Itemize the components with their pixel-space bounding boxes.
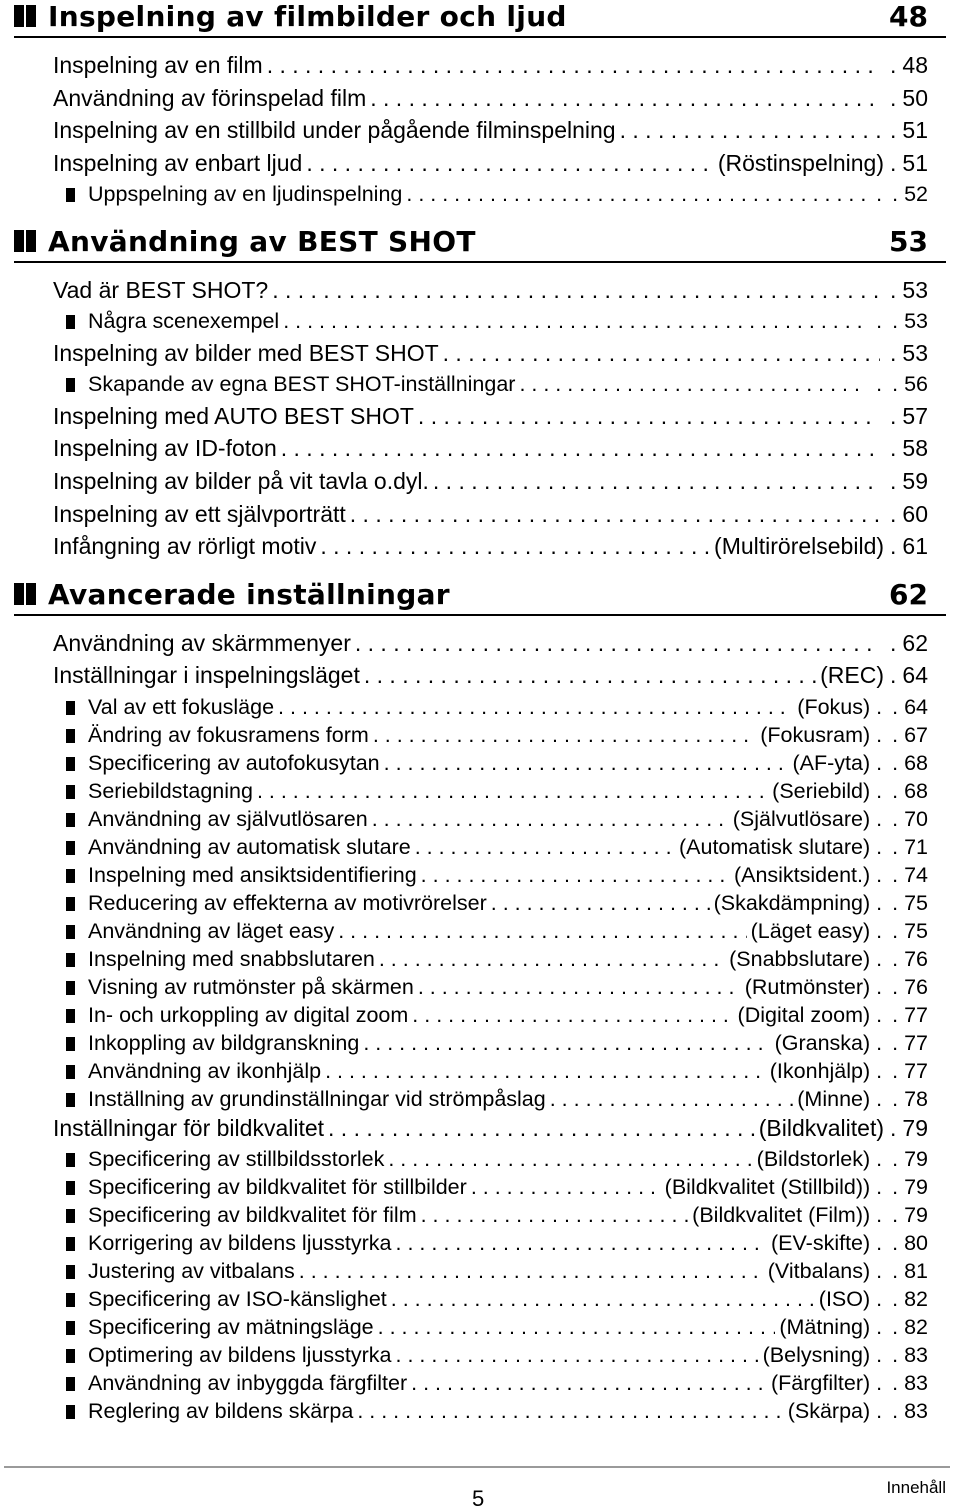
square-bullet-icon [66, 897, 75, 911]
toc-entry-alt-name: (Fokusram) [760, 722, 871, 747]
page-number: 5 [472, 1486, 485, 1511]
page-separator: . [890, 1114, 899, 1141]
toc-entry[interactable] [66, 1399, 928, 1427]
toc-entry-title: Inspelning med AUTO BEST SHOT [53, 402, 414, 429]
toc-entry-list [0, 38, 960, 225]
square-bullet-icon [66, 315, 75, 329]
dot-leader [363, 1031, 770, 1056]
toc-entry[interactable] [66, 1175, 928, 1203]
toc-entry-alt-name: (Fokus) [797, 694, 871, 719]
page-separator: . . [876, 1147, 901, 1172]
dot-leader [418, 403, 880, 430]
toc-entry-alt-name: (Skakdämpning) [713, 890, 871, 915]
dot-leader [519, 372, 866, 397]
dot-leader [370, 85, 880, 112]
square-bullet-icon [66, 188, 75, 202]
section-page: 48 [889, 0, 928, 33]
page-separator: . . [876, 862, 901, 887]
toc-entry-alt-name: (Vitbalans) [767, 1259, 871, 1284]
toc-entry-title: Specificering av autofokusytan [88, 750, 380, 775]
toc-entry-page: 57 [902, 402, 928, 429]
page-separator: . . [876, 1175, 901, 1200]
toc-entry-title: Användning av automatisk slutare [88, 834, 411, 859]
page-separator: . . [876, 372, 901, 397]
toc-entry[interactable] [66, 975, 928, 1003]
toc-entry[interactable] [66, 182, 928, 212]
toc-entry-page: 62 [902, 629, 928, 656]
section-page: 53 [889, 224, 928, 258]
section-marker-icon [14, 230, 36, 252]
dot-leader [443, 340, 880, 367]
page-separator: . [890, 339, 899, 366]
dot-leader [328, 1115, 755, 1142]
toc-entry-page: 75 [904, 890, 928, 915]
section-heading[interactable] [14, 578, 946, 616]
toc-entry-title: Inspelning av en film [53, 52, 263, 78]
toc-entry-title: Användning av ikonhjälp [88, 1058, 322, 1083]
section-heading[interactable] [14, 0, 946, 38]
dot-leader [257, 779, 768, 804]
square-bullet-icon [66, 729, 75, 743]
toc-entry-alt-name: (Snabbslutare) [729, 946, 871, 971]
toc-entry-page: 53 [902, 339, 928, 366]
toc-entry-page: 76 [904, 946, 928, 971]
toc-entry-page: 83 [904, 1343, 928, 1368]
square-bullet-icon [66, 925, 75, 939]
dot-leader [391, 1287, 815, 1312]
toc-entry-alt-name: (REC) [820, 662, 885, 689]
toc-entry-title: Användning av inbyggda färgfilter [88, 1371, 408, 1396]
dot-leader [278, 695, 793, 720]
toc-entry[interactable] [66, 919, 928, 947]
toc-entry-alt-name: (Bildstorlek) [756, 1147, 871, 1172]
dot-leader [418, 975, 741, 1000]
toc-entry[interactable] [66, 695, 928, 723]
page-separator: . . [876, 722, 901, 747]
toc-entry[interactable] [66, 1343, 928, 1371]
toc-entry-title: Några scenexempel [88, 309, 280, 334]
toc-entry-alt-name: (AF-yta) [792, 750, 871, 775]
toc-entry-alt-name: (Bildkvalitet) [758, 1114, 885, 1141]
toc-entry-alt-name: (Ikonhjälp) [769, 1058, 871, 1083]
toc-entry[interactable] [53, 533, 928, 566]
page-separator: . . [876, 974, 901, 999]
page-separator: . . [876, 1231, 901, 1256]
toc-entry-title: Inställning av grundinställningar vid strömpåslag [88, 1086, 546, 1111]
toc-entry-alt-name: (Seriebild) [772, 778, 871, 803]
toc-entry-page: 74 [904, 862, 928, 887]
dot-leader [350, 501, 880, 528]
toc-section [0, 225, 960, 578]
page-separator: . [890, 117, 899, 144]
dot-leader [373, 723, 756, 748]
square-bullet-icon [66, 378, 75, 392]
toc-entry-title: Specificering av ISO-känslighet [88, 1287, 387, 1312]
toc-entry-title: Användning av självutlösaren [88, 806, 368, 831]
toc-entry[interactable] [53, 501, 928, 534]
toc-entry-page: 79 [904, 1147, 928, 1172]
toc-entry-page: 79 [904, 1203, 928, 1228]
toc-entry-title: Inställningar för bildkvalitet [53, 1114, 325, 1141]
dot-leader [388, 1147, 752, 1172]
page-separator: . . [876, 182, 901, 207]
toc-entry[interactable] [66, 1231, 928, 1259]
toc-entry-page: 51 [902, 149, 928, 176]
page-separator: . . [876, 1287, 901, 1312]
page-separator: . . [876, 946, 901, 971]
dot-leader [267, 52, 880, 79]
toc-entry-title: Specificering av stillbildsstorlek [88, 1147, 385, 1172]
toc-entry-page: 58 [902, 435, 928, 462]
dot-leader [491, 891, 710, 916]
toc-entry-page: 79 [904, 1175, 928, 1200]
dot-leader [620, 117, 880, 144]
dot-leader [299, 1259, 764, 1284]
square-bullet-icon [66, 953, 75, 967]
toc-entry-page: 53 [902, 276, 928, 303]
toc-entry[interactable] [53, 150, 928, 183]
toc-entry-page: 76 [904, 974, 928, 999]
toc-entry-page: 56 [904, 372, 928, 397]
dot-leader [378, 1315, 776, 1340]
dot-leader [415, 835, 675, 860]
toc-entry-page: 52 [904, 182, 928, 207]
toc-entry-page: 53 [904, 309, 928, 334]
toc-entry-title: Skapande av egna BEST SHOT-inställningar [88, 372, 516, 397]
toc-entry[interactable] [53, 340, 928, 373]
dot-leader [357, 1399, 783, 1424]
toc-entry[interactable] [66, 751, 928, 779]
section-marker-icon [14, 5, 36, 27]
square-bullet-icon [66, 1349, 75, 1363]
toc-entry-page: 78 [904, 1086, 928, 1111]
toc-entry[interactable] [66, 1147, 928, 1175]
toc-entry-title: Specificering av bildkvalitet för film [88, 1203, 417, 1228]
toc-entry-title: Justering av vitbalans [88, 1259, 295, 1284]
toc-entry-title: Användning av skärmmenyer [53, 629, 351, 656]
square-bullet-icon [66, 1293, 75, 1307]
toc-entry-title: Inspelning av bilder med BEST SHOT [53, 339, 439, 366]
toc-entry-title: Reducering av effekterna av motivrörelser [88, 890, 487, 915]
toc-entry-alt-name: (Bildkvalitet (Stillbild)) [664, 1175, 871, 1200]
toc-entry-title: Vad är BEST SHOT? [53, 276, 269, 303]
square-bullet-icon [66, 1065, 75, 1079]
page-separator: . [890, 276, 899, 303]
page-separator: . . [876, 1315, 901, 1340]
toc-entry[interactable] [53, 662, 928, 695]
toc-entry-alt-name: (Multirörelsebild) [714, 533, 885, 560]
page-separator: . [890, 435, 899, 462]
toc-entry[interactable] [66, 1087, 928, 1115]
dot-leader [355, 630, 880, 657]
page-separator: . [890, 500, 899, 527]
toc-entry-page: 83 [904, 1399, 928, 1424]
toc-entry-list [0, 616, 960, 1440]
toc-entry-alt-name: (Granska) [774, 1030, 871, 1055]
page-separator: . [890, 533, 899, 560]
toc-entry[interactable] [53, 85, 928, 118]
page-separator: . [890, 52, 899, 78]
page-separator: . [890, 662, 899, 689]
page-separator: . [890, 467, 899, 494]
page-separator: . . [876, 694, 901, 719]
toc-section [0, 578, 960, 1440]
dot-leader [411, 1371, 767, 1396]
square-bullet-icon [66, 841, 75, 855]
toc-entry-alt-name: (Självutlösare) [732, 806, 871, 831]
toc-entry-page: 75 [904, 918, 928, 943]
toc-entry-alt-name: (Rutmönster) [744, 974, 871, 999]
dot-leader [281, 435, 880, 462]
toc-entry-title: Inspelning av en stillbild under pågående filminspelning [53, 117, 616, 144]
dot-leader [396, 1231, 767, 1256]
toc-entry-title: Specificering av mätningsläge [88, 1315, 374, 1340]
toc-entry-alt-name: (Skärpa) [787, 1399, 871, 1424]
dot-leader [320, 533, 710, 560]
page-separator: . . [876, 1058, 901, 1083]
toc-entry-page: 50 [902, 84, 928, 111]
dot-leader [325, 1059, 766, 1084]
toc-entry[interactable] [66, 947, 928, 975]
square-bullet-icon [66, 785, 75, 799]
dot-leader [406, 182, 866, 207]
toc-entry-page: 71 [904, 834, 928, 859]
toc-entry-page: 59 [902, 467, 928, 494]
page-separator: . . [876, 1259, 901, 1284]
square-bullet-icon [66, 1377, 75, 1391]
square-bullet-icon [66, 1093, 75, 1107]
toc-entry-alt-name: (EV-skifte) [771, 1231, 871, 1256]
toc-entry[interactable] [66, 1259, 928, 1287]
toc-entry-page: 82 [904, 1315, 928, 1340]
page-separator: . [890, 84, 899, 111]
section-marker-icon [14, 583, 36, 605]
square-bullet-icon [66, 1405, 75, 1419]
page-separator: . . [876, 750, 901, 775]
toc-entry-page: 68 [904, 778, 928, 803]
toc-entry-title: In- och urkoppling av digital zoom [88, 1002, 409, 1027]
toc-entry-page: 79 [902, 1114, 928, 1141]
toc-entry[interactable] [53, 1115, 928, 1148]
toc-entry-page: 64 [904, 694, 928, 719]
toc-entry[interactable] [53, 630, 928, 663]
page-separator: . [890, 629, 899, 656]
toc-entry[interactable] [66, 779, 928, 807]
toc-entry[interactable] [53, 435, 928, 468]
toc-entry[interactable] [66, 1287, 928, 1315]
toc-entry-title: Seriebildstagning [88, 778, 253, 803]
toc-entry[interactable] [53, 468, 928, 501]
toc-entry-title: Användning av förinspelad film [53, 84, 367, 111]
square-bullet-icon [66, 1265, 75, 1279]
toc-entry[interactable] [66, 807, 928, 835]
section-page: 62 [889, 577, 928, 611]
square-bullet-icon [66, 981, 75, 995]
toc-entry-title: Ändring av fokusramens form [88, 722, 369, 747]
toc-entry-alt-name: (Digital zoom) [737, 1002, 871, 1027]
footer-divider [4, 1466, 950, 1468]
dot-leader [372, 807, 729, 832]
dot-leader [364, 662, 816, 689]
square-bullet-icon [66, 1009, 75, 1023]
dot-leader [384, 751, 789, 776]
toc-entry[interactable] [66, 1371, 928, 1399]
page-separator: . . [876, 1002, 901, 1027]
toc-entry-page: 68 [904, 750, 928, 775]
page-separator: . . [876, 806, 901, 831]
toc-entry-title: Uppspelning av en ljudinspelning [88, 182, 403, 207]
section-title: Användning av BEST SHOT [48, 224, 476, 258]
square-bullet-icon [66, 1181, 75, 1195]
toc-entry[interactable] [66, 835, 928, 863]
square-bullet-icon [66, 813, 75, 827]
toc-entry-alt-name: (Automatisk slutare) [678, 834, 871, 859]
toc-entry-title: Inspelning av enbart ljud [53, 149, 303, 176]
toc-entry[interactable] [66, 372, 928, 402]
toc-entry[interactable] [66, 723, 928, 751]
section-title: Avancerade inställningar [48, 577, 450, 611]
toc-entry-alt-name: (Läget easy) [750, 918, 871, 943]
toc-entry-alt-name: (Bildkvalitet (Film)) [692, 1203, 871, 1228]
square-bullet-icon [66, 1037, 75, 1051]
toc-entry-page: 81 [904, 1259, 928, 1284]
toc-entry-page: 64 [902, 662, 928, 689]
toc-entry-title: Inställningar i inspelningsläget [53, 662, 360, 689]
toc-entry[interactable] [66, 891, 928, 919]
page-separator: . . [876, 918, 901, 943]
page-separator: . [890, 149, 899, 176]
toc-entry-page: 67 [904, 722, 928, 747]
dot-leader [379, 947, 725, 972]
toc-entry-title: Specificering av bildkvalitet för stillbilder [88, 1175, 467, 1200]
toc-entry-page: 77 [904, 1002, 928, 1027]
toc-entry[interactable] [66, 1031, 928, 1059]
square-bullet-icon [66, 1237, 75, 1251]
toc-entry-title: Visning av rutmönster på skärmen [88, 974, 414, 999]
toc-entry-title: Inspelning med ansiktsidentifiering [88, 862, 417, 887]
toc-entry-title: Infångning av rörligt motiv [53, 533, 317, 560]
toc-entry-list [0, 263, 960, 578]
toc-entry-title: Inspelning med snabbslutaren [88, 946, 375, 971]
toc-entry[interactable] [66, 1003, 928, 1031]
square-bullet-icon [66, 1321, 75, 1335]
section-heading[interactable] [14, 225, 946, 263]
dot-leader [412, 1003, 733, 1028]
toc-entry[interactable] [66, 863, 928, 891]
section-title: Inspelning av filmbilder och ljud [48, 0, 567, 33]
toc-entry[interactable] [66, 1315, 928, 1343]
toc-entry[interactable] [53, 52, 928, 85]
dot-leader [306, 150, 713, 177]
dot-leader [471, 1175, 661, 1200]
toc-entry-page: 77 [904, 1030, 928, 1055]
dot-leader [338, 919, 746, 944]
toc-entry-page: 70 [904, 806, 928, 831]
dot-leader [396, 1343, 759, 1368]
toc-entry-title: Inspelning av ID-foton [53, 435, 277, 462]
toc-entry-alt-name: (ISO) [818, 1287, 871, 1312]
page-separator: . . [876, 834, 901, 859]
toc-entry-alt-name: (Röstinspelning) [717, 149, 885, 176]
toc-entry[interactable] [66, 309, 928, 339]
toc-entry-page: 60 [902, 500, 928, 527]
toc-entry-page: 61 [902, 533, 928, 560]
dot-leader [421, 863, 730, 888]
dot-leader [272, 277, 880, 304]
dot-leader [550, 1087, 794, 1112]
toc-entry-title: Reglering av bildens skärpa [88, 1399, 354, 1424]
square-bullet-icon [66, 869, 75, 883]
toc-entry-page: 82 [904, 1287, 928, 1312]
toc-section [0, 0, 960, 225]
toc-entry[interactable] [53, 403, 928, 436]
page-separator: . . [876, 1399, 901, 1424]
square-bullet-icon [66, 1153, 75, 1167]
dot-leader [421, 1203, 689, 1228]
toc-entry-alt-name: (Färgfilter) [771, 1371, 871, 1396]
square-bullet-icon [66, 757, 75, 771]
page-separator: . [890, 402, 899, 429]
toc-entry-alt-name: (Mätning) [779, 1315, 871, 1340]
toc-entry-title: Korrigering av bildens ljusstyrka [88, 1231, 392, 1256]
toc-entry[interactable] [66, 1203, 928, 1231]
dot-leader [433, 468, 880, 495]
toc-entry-page: 83 [904, 1371, 928, 1396]
toc-entry-page: 51 [902, 117, 928, 144]
toc-entry-page: 77 [904, 1058, 928, 1083]
page-separator: . . [876, 890, 901, 915]
page-separator: . . [876, 1203, 901, 1228]
page-separator: . . [876, 778, 901, 803]
toc-entry-title: Val av ett fokusläge [88, 694, 275, 719]
toc-entry-alt-name: (Belysning) [762, 1343, 871, 1368]
toc-entry-title: Inspelning av bilder på vit tavla o.dyl. [53, 467, 429, 494]
footer-label: Innehåll [886, 1478, 946, 1497]
square-bullet-icon [66, 701, 75, 715]
toc-entry-title: Inspelning av ett självporträtt [53, 500, 346, 527]
toc-entry-page: 48 [902, 52, 928, 78]
toc-entry[interactable] [53, 117, 928, 150]
page-separator: . . [876, 1030, 901, 1055]
toc-entry-title: Optimering av bildens ljusstyrka [88, 1343, 392, 1368]
dot-leader [283, 309, 866, 334]
page-separator: . . [876, 1343, 901, 1368]
square-bullet-icon [66, 1209, 75, 1223]
toc-entry-alt-name: (Minne) [797, 1086, 871, 1111]
toc-entry[interactable] [53, 277, 928, 310]
toc-entry-title: Inkoppling av bildgranskning [88, 1030, 360, 1055]
toc-entry-title: Användning av läget easy [88, 918, 335, 943]
page-separator: . . [876, 309, 901, 334]
toc-entry[interactable] [66, 1059, 928, 1087]
page-separator: . . [876, 1371, 901, 1396]
toc-entry-page: 80 [904, 1231, 928, 1256]
page-separator: . . [876, 1086, 901, 1111]
toc-entry-alt-name: (Ansiktsident.) [733, 862, 871, 887]
